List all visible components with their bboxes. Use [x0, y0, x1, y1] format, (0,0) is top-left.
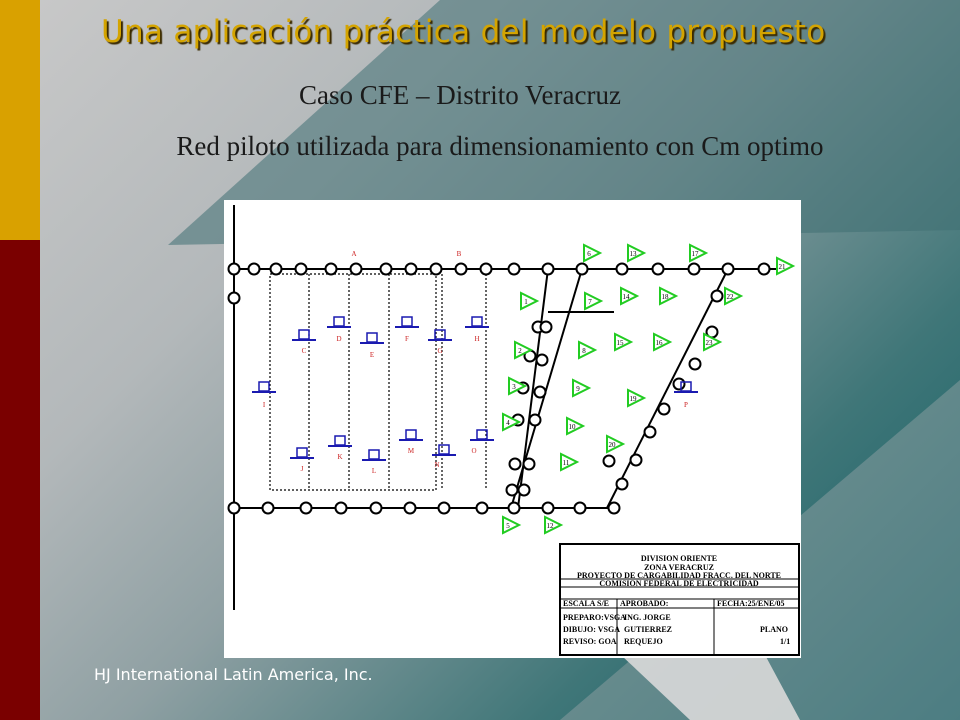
bus-node: [689, 264, 700, 275]
bus-node: [617, 479, 628, 490]
bus-node: [296, 264, 307, 275]
feeder-triangle-12: [545, 517, 561, 533]
transformer-label: B: [456, 250, 462, 258]
feeder-triangle-15: [615, 334, 631, 350]
transformer-label: C: [301, 347, 307, 355]
feeder-label: 6: [587, 250, 591, 258]
transformer-label: A: [351, 250, 357, 258]
bus-node: [351, 264, 362, 275]
transformer-f: [395, 317, 419, 343]
tb-reviso: REVISO: GOA: [563, 637, 617, 646]
transformer-l: [362, 450, 386, 475]
transformer-label: E: [369, 351, 375, 359]
transformer-label: F: [405, 335, 409, 343]
feeder-label: 1: [524, 298, 528, 306]
transformer-e: [360, 333, 384, 359]
tb-ing1: ING. JORGE: [624, 613, 671, 622]
tb-escala: ESCALA S/E: [563, 599, 610, 608]
transformer-o: [470, 430, 494, 455]
feeder-label: 7: [588, 298, 592, 306]
feeder-triangle-17: [690, 245, 706, 261]
bus-node: [507, 485, 518, 496]
tb-proyecto: PROYECTO DE CARGABILIDAD FRACC. DEL NORTE: [576, 571, 782, 580]
transformer-d: [327, 317, 351, 343]
feeder-triangle-9: [573, 380, 589, 396]
bus-node: [653, 264, 664, 275]
feeder-triangle-20: [607, 436, 623, 452]
bus-node: [609, 503, 620, 514]
transformer-label: N: [434, 461, 440, 469]
transformer-label: I: [262, 401, 266, 409]
transformer-b: [457, 250, 462, 258]
bus-node: [229, 264, 240, 275]
bus-node: [617, 264, 628, 275]
feeder-label: 17: [691, 250, 699, 258]
slide-title: Una aplicación práctica del modelo propuesto: [101, 14, 826, 50]
bus-node: [431, 264, 442, 275]
bus-node: [541, 322, 552, 333]
feeder-label: 13: [629, 250, 637, 258]
bus-node: [271, 264, 282, 275]
feeder-label: 15: [616, 339, 624, 347]
transformer-label: L: [371, 467, 377, 475]
feeder-label: 3: [512, 383, 516, 391]
feeder-triangle-6: [584, 245, 600, 261]
transformer-k: [328, 436, 352, 461]
transformer-i: [252, 382, 276, 409]
transformer-label: J: [300, 465, 304, 473]
feeder-label: 11: [562, 459, 570, 467]
title-block: [560, 544, 799, 655]
transformer-m: [399, 430, 423, 455]
bus-node: [510, 459, 521, 470]
transformer-label: O: [471, 447, 477, 455]
feeder-triangle-22: [725, 288, 741, 304]
bus-node: [381, 264, 392, 275]
feeder-label: 21: [778, 263, 786, 271]
bus-node: [439, 503, 450, 514]
tb-ing2: GUTIERREZ: [624, 625, 673, 634]
network-subtitle: Red piloto utilizada para dimensionamiento con Cm optimo: [176, 131, 824, 161]
feeder-triangle-21: [777, 258, 793, 274]
transformer-j: [290, 448, 314, 473]
accent-bar-top: [0, 0, 40, 240]
bus-node: [530, 415, 541, 426]
bus-node: [674, 379, 685, 390]
feeder-label: 19: [629, 395, 637, 403]
tb-division: DIVISION ORIENTE: [640, 554, 718, 563]
transformer-g: [428, 330, 452, 355]
bus-node: [519, 485, 530, 496]
feeder-triangle-1: [521, 293, 537, 309]
feeder-label: 23: [705, 339, 713, 347]
bus-node: [477, 503, 488, 514]
feeder-triangle-7: [585, 293, 601, 309]
feeder-label: 12: [546, 522, 554, 530]
bus-node: [645, 427, 656, 438]
feeder-label: 18: [661, 293, 669, 301]
bus-node: [406, 264, 417, 275]
bus-node: [723, 264, 734, 275]
feeder-label: 22: [726, 293, 734, 301]
bus-node: [524, 459, 535, 470]
feeder-label: 8: [582, 347, 586, 355]
bus-node: [659, 404, 670, 415]
bus-node: [712, 291, 723, 302]
tb-preparo: PREPARO:VSGA: [563, 613, 626, 622]
feeder-triangle-11: [561, 454, 577, 470]
transformer-c: [292, 330, 316, 355]
feeder-label: 5: [506, 522, 510, 530]
feeder-triangle-19: [628, 390, 644, 406]
network-diagram: [224, 200, 801, 658]
bus-node: [631, 455, 642, 466]
feeder-triangle-5: [503, 517, 519, 533]
bus-node: [371, 503, 382, 514]
feeder-label: 4: [506, 419, 510, 427]
footer-company: HJ International Latin America, Inc.: [94, 665, 373, 684]
bus-node: [577, 264, 588, 275]
bus-node: [543, 503, 554, 514]
bus-node: [229, 503, 240, 514]
feeder-label: 16: [655, 339, 663, 347]
bus-node: [481, 264, 492, 275]
accent-bar-bottom: [0, 240, 40, 720]
feeder-triangle-18: [660, 288, 676, 304]
transformer-label: G: [437, 347, 443, 355]
tb-plano: PLANO: [760, 625, 788, 634]
tb-aprobado: APROBADO:: [620, 599, 669, 608]
feeder-label: 9: [576, 385, 580, 393]
bus-node: [301, 503, 312, 514]
transformer-label: D: [336, 335, 342, 343]
bus-node: [509, 503, 520, 514]
bus-node: [509, 264, 520, 275]
bus-node: [535, 387, 546, 398]
transformer-label: H: [474, 335, 480, 343]
transformer-label: P: [684, 401, 688, 409]
tb-ing3: REQUEJO: [624, 637, 663, 646]
transformer-label: M: [407, 447, 415, 455]
bus-node: [575, 503, 586, 514]
feeder-triangle-14: [621, 288, 637, 304]
bus-node: [249, 264, 260, 275]
tb-plano-num: 1/1: [780, 637, 791, 646]
case-subtitle: Caso CFE – Distrito Veracruz: [299, 80, 621, 110]
bus-node: [405, 503, 416, 514]
bus-node: [336, 503, 347, 514]
tb-dibujo: DIBUJO: VSGA: [563, 625, 620, 634]
bus-node: [690, 359, 701, 370]
bus-node: [604, 456, 615, 467]
bus-node: [456, 264, 467, 275]
bus-node: [263, 503, 274, 514]
network-diagram-svg: [224, 200, 801, 658]
feeder-label: 10: [568, 423, 576, 431]
feeder-triangle-13: [628, 245, 644, 261]
feeder-triangle-16: [654, 334, 670, 350]
feeder-label: 14: [622, 293, 630, 301]
tb-zona: ZONA VERACRUZ: [644, 563, 714, 572]
bus-node: [326, 264, 337, 275]
tb-fecha: FECHA:25/ENE/05: [717, 599, 785, 608]
bus-node: [759, 264, 770, 275]
bus-node: [537, 355, 548, 366]
feeder-label: 2: [518, 347, 522, 355]
transformer-label: K: [337, 453, 343, 461]
tb-comision: COMISION FEDERAL DE ELECTRICIDAD: [599, 579, 759, 588]
bus-node: [229, 293, 240, 304]
bus-node: [543, 264, 554, 275]
feeder-triangle-8: [579, 342, 595, 358]
feeder-triangle-10: [567, 418, 583, 434]
feeder-label: 20: [608, 441, 616, 449]
transformer-a: [351, 250, 356, 258]
